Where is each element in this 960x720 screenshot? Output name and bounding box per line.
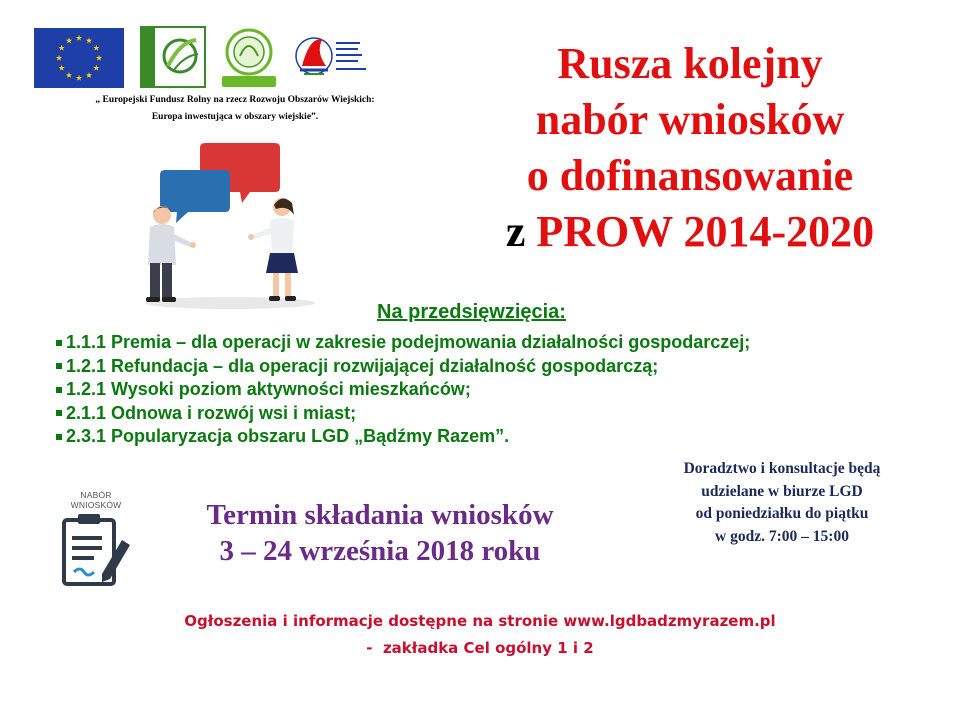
nabor-label-line1: NABÓR: [80, 490, 112, 500]
list-item: [56, 331, 750, 355]
headline-line4: [430, 204, 950, 260]
headline-line3: o dofinansowanie: [526, 151, 854, 200]
eu-caption-line1: „ Europejski Fundusz Rolny na rzecz Rozwoju Obszarów Wiejskich:: [95, 95, 375, 105]
bullet-square-icon: [56, 410, 62, 416]
headline: [430, 36, 950, 260]
advice-line2: udzielane w biurze LGD: [701, 482, 863, 500]
two-people-talking-icon: [130, 135, 330, 310]
leader-logo: [140, 26, 206, 88]
bullet-square-icon: [56, 387, 62, 393]
leader-logo-icon: [140, 26, 206, 88]
list-title: Na przedsięwzięcia:: [377, 301, 566, 323]
headline-line4-main: PROW 2014-2020: [536, 207, 875, 256]
footer-line1: Ogłoszenia i informacje dostępne na stronie www.lgdbadzmyrazem.pl: [184, 612, 776, 630]
advice-line3: od poniedziałku do piątku: [695, 505, 869, 522]
headline-line2: nabór wniosków: [535, 95, 845, 144]
deadline-line1: Termin składania wniosków: [206, 499, 554, 531]
nabor-wnioskow-icon-block: [56, 490, 136, 590]
headline-line4-prefix: z: [505, 207, 526, 256]
list-item-text: 1.2.1 Wysoki poziom aktywności mieszkańców;: [66, 379, 471, 399]
list-item: [56, 425, 750, 449]
advice-block: [632, 458, 932, 548]
list-item-text: 2.1.1 Odnowa i rozwój wsi i miast;: [66, 402, 357, 423]
lgd-badzmy-razem-logo-icon: [216, 26, 282, 88]
eu-fund-caption: [40, 92, 430, 126]
eu-flag-icon: [34, 28, 124, 88]
advice-line1: Doradztwo i konsultacje będą: [683, 460, 881, 477]
lgd-logo: [216, 26, 282, 88]
footer-info: [40, 608, 920, 662]
advice-line4: w godz. 7:00 – 15:00: [715, 527, 849, 545]
deadline-block: [150, 497, 610, 569]
eu-flag-logo: [34, 28, 124, 88]
prow-logo-icon: [292, 26, 372, 88]
undertakings-list: [56, 331, 750, 449]
deadline-line2: 3 – 24 września 2018 roku: [219, 535, 541, 567]
list-item-text: 2.3.1 Popularyzacja obszaru LGD „Bądźmy Razem”.: [66, 426, 510, 446]
list-item: [56, 378, 750, 402]
bullet-square-icon: [56, 434, 62, 440]
list-item: [56, 355, 750, 379]
headline-line1: Rusza kolejny: [557, 39, 823, 88]
eu-caption-line2: Europa inwestująca w obszary wiejskie”.: [151, 112, 319, 122]
nabor-label-line2: WNIOSKÓW: [70, 500, 122, 510]
footer-line2: - zakładka Cel ogólny 1 i 2: [366, 639, 594, 657]
conversation-illustration: [130, 135, 330, 310]
prow-logo: [292, 26, 372, 88]
list-item: [56, 402, 750, 426]
application-form-pen-icon: [56, 512, 136, 590]
list-item-text: 1.1.1 Premia – dla operacji w zakresie podejmowania działalności gospodarczej;: [66, 332, 751, 352]
list-item-text: 1.2.1 Refundacja – dla operacji rozwijającej działalność gospodarczą;: [66, 355, 659, 376]
bullet-square-icon: [56, 340, 62, 346]
bullet-square-icon: [56, 363, 62, 369]
